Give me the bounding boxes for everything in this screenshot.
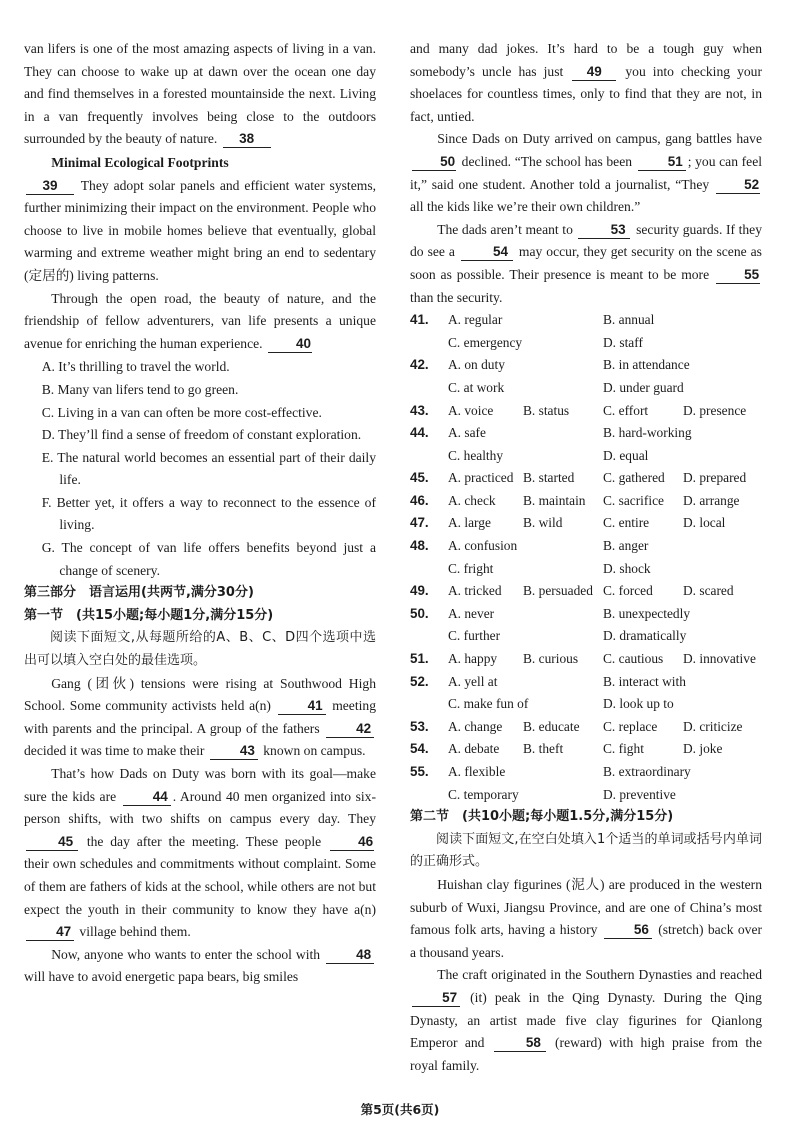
passage-paragraph: The dads aren’t meant to 53 security guards. If they do see a 54 may occur, they get security on the scene as soon as possible. Their presence is meant to be more 55 than the security. [410, 221, 763, 305]
option-item: C. Living in a van can often be more cost-effective. [41, 404, 322, 420]
answer-blank: 49 [572, 64, 616, 81]
answer-blank: 38 [223, 131, 271, 148]
question-50: 50. A. never B. unexpectedly C. further D. dramatically [410, 605, 691, 644]
instructions: 阅读下面短文,在空白处填入1个适当的单词或括号内单词的正确形式。 [410, 831, 762, 870]
option-item: E. The natural world becomes an essential part of their daily life. [41, 449, 376, 488]
question-51: 51. A. happy B. curious C. cautious D. innovative [410, 651, 756, 667]
question-45: 45. A. practiced B. started C. gathered D. prepared [410, 470, 747, 486]
option-item: D. They’ll find a sense of freedom of constant exploration. [41, 427, 362, 443]
answer-blank: 54 [461, 244, 513, 261]
left-column [24, 38, 376, 989]
question-43: 43. A. voice B. status C. effort D. presence [410, 402, 747, 418]
question-48: 48. A. confusion B. anger C. fright D. shock [410, 538, 651, 576]
question-46: 46. A. check B. maintain C. sacrifice D. arrange [410, 492, 740, 508]
question-53: 53. A. change B. educate C. replace D. criticize [410, 718, 743, 734]
option-item: G. The concept of van life offers benefits beyond just a change of scenery. [41, 540, 376, 578]
option-item: B. Many van lifers tend to go green. [41, 381, 239, 397]
passage-paragraph: 39 They adopt solar panels and efficient water systems, further minimizing their impact on the environment. People who choose to live in mobile homes believe that eventually, global warming and extreme weather might bring an end to sedentary (定居的) living patterns. [24, 177, 377, 283]
passage-paragraph: van lifers is one of the most amazing aspects of living in a van. They can choose to wake up at dawn over the ocean one day and find themselves in a forested mountainside the next. Living in a van frequently involves being close to the outdoors surrounded by the beauty of nature. 38 [24, 41, 376, 147]
answer-blank: 58 [494, 1035, 546, 1052]
question-41: 41. A. regular B. annual C. emergency D. staff [410, 312, 655, 350]
question-52: 52. A. yell at B. interact with C. make fun of D. look up to [410, 673, 686, 712]
answer-blank: 53 [578, 222, 630, 239]
answer-blank: 45 [26, 834, 78, 851]
passage-paragraph: Since Dads on Duty arrived on campus, gang battles have 50 declined. “The school has been 51 ; you can feel it,” said one student. Another told a journalist, “They 52 all the kids like we’re their own children.” [410, 131, 762, 215]
section-title: 第二节 (共10小题;每小题1.5分,满分15分) [410, 809, 674, 825]
question-42: 42. A. on duty B. in attendance C. at work D. under guard [410, 357, 690, 395]
answer-blank: 55 [716, 267, 760, 284]
instructions: 阅读下面短文,从每题所给的A、B、C、D四个选项中选出可以填入空白处的最佳选项。 [24, 630, 376, 669]
answer-blank: 44 [123, 789, 171, 806]
question-55: 55. A. flexible B. extraordinary C. temporary D. preventive [410, 764, 691, 802]
question-44: 44. A. safe B. hard-working C. healthy D. equal [410, 425, 692, 463]
answer-blank: 46 [330, 834, 374, 851]
answer-blank: 47 [26, 924, 74, 941]
right-column [410, 38, 762, 1077]
answer-blank: 48 [326, 947, 374, 964]
answer-blank: 40 [268, 336, 312, 353]
question-47: 47. A. large B. wild C. entire D. local [410, 515, 726, 531]
part-title: 第三部分 语言运用(共两节,满分30分) [24, 585, 254, 601]
passage-paragraph: Huishan clay figurines (泥人) are produced in the western suburb of Wuxi, Jiangsu Province, and are one of China’s most famous folk arts, having a history 56 (stretch) back over a thousand years. [410, 876, 763, 960]
passage-paragraph: That’s how Dads on Duty was born with its goal—make sure the kids are 44 . Around 40 men organized into six-person shifts, with two shifts on campus every day. They 45 the day after the meeting. These people 46 their own schedules and commitments without complaint. Some of them are fathers of kids at the school, while others are not but expect the youth in their community to know they have a(n) 47 village behind them. [24, 766, 376, 940]
option-item: F. Better yet, it offers a way to reconnect to the essence of living. [41, 494, 376, 533]
answer-blank: 41 [278, 698, 326, 715]
answer-blank: 52 [716, 177, 760, 194]
answer-blank: 57 [412, 990, 460, 1007]
answer-blank: 42 [326, 721, 374, 738]
answer-blank: 39 [26, 178, 74, 195]
page-number: 第5页(共6页) [360, 1102, 440, 1117]
question-list [410, 309, 762, 806]
passage-paragraph: Now, anyone who wants to enter the school with 48 will have to avoid energetic papa bears, big smiles [24, 944, 376, 989]
section-title: 第一节 (共15小题;每小题1分,满分15分) [24, 607, 274, 623]
option-list [24, 356, 376, 582]
answer-blank: 43 [210, 743, 258, 760]
answer-blank: 51 [638, 154, 686, 171]
passage-paragraph: Through the open road, the beauty of nature, and the friendship of fellow adventurers, van life presents a unique avenue for enriching the human experience. 40 [24, 290, 376, 351]
passage-paragraph: Gang (团伙) tensions were rising at Southwood High School. Some community activists held a(n) 41 meeting with parents and the principal. A group of the fathers 42 decided it was time to make their 43 known on campus. [24, 675, 376, 759]
answer-blank: 56 [604, 922, 652, 939]
passage-paragraph: and many dad jokes. It’s hard to be a tough guy when somebody’s uncle has just 49 you into checking your shoelaces for countless times, only to find that they are not, in fact, untied. [410, 41, 762, 124]
answer-blank: 50 [412, 154, 456, 171]
passage-paragraph: The craft originated in the Southern Dynasties and reached 57 (it) peak in the Qing Dynasty. During the Qing Dynasty, an artist made five clay figurines for Qianlong Emperor and 58 (reward) with high praise from the royal family. [410, 967, 763, 1073]
question-49: 49. A. tricked B. persuaded C. forced D. scared [410, 583, 734, 599]
section-heading: Minimal Ecological Footprints [51, 154, 229, 170]
question-54: 54. A. debate B. theft C. fight D. joke [410, 741, 723, 757]
option-item: A. It’s thrilling to travel the world. [41, 359, 230, 375]
